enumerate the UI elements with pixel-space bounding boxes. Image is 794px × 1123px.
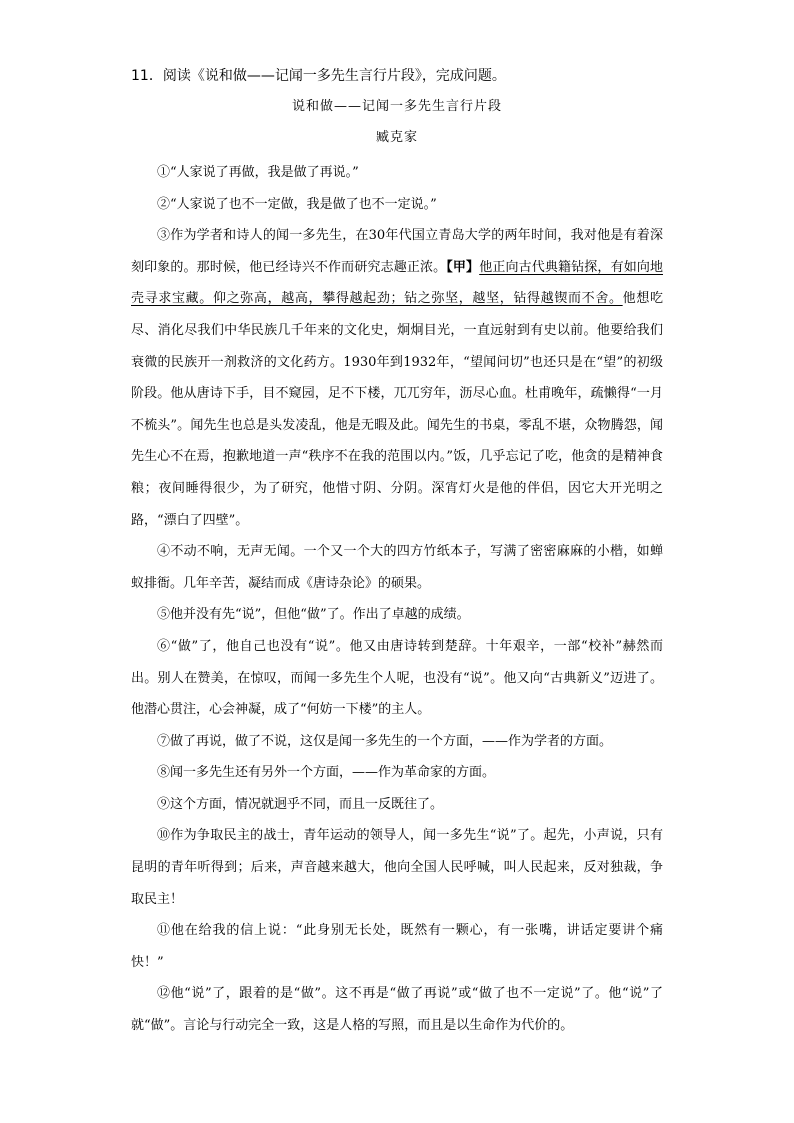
paragraph-7: ⑦做了再说，做了不说，这仅是闻一多先生的一个方面，——作为学者的方面。 <box>157 733 613 749</box>
question-prompt: 11．阅读《说和做——记闻一多先生言行片段》，完成问题。 <box>131 68 506 84</box>
paragraph-12: ⑫他“说”了，跟着的是“做”。这不再是“做了再说”或“做了也不一定说”了。他“说”了就“做”。言论与行动完全一致，这是人格的写照，而且是以生命作为代价的。 <box>131 986 663 1034</box>
paragraph-1: ①“人家说了再做，我是做了再说。” <box>157 165 359 180</box>
paragraph-10: ⑩作为争取民主的战士，青年运动的领导人，闻一多先生“说”了。起先，小声说，只有昆明的青年听得到；后来，声音越来越大，他向全国人民呼喊，叫人民起来，反对独裁，争取民主！ <box>131 828 663 907</box>
marker-jia: 【甲】 <box>446 259 480 275</box>
paragraph-5: ⑤他并没有先“说”，但他“做”了。作出了卓越的成绩。 <box>157 607 470 623</box>
paragraph-11: ⑪他在给我的信上说：“此身别无长处，既然有一颗心，有一张嘴，讲话定要讲个痛快！” <box>131 923 663 970</box>
paragraph-4: ④不动不响，无声无闻。一个又一个大的四方竹纸本子，写满了密密麻麻的小楷，如蝉蚁排衙。几年辛苦，凝结而成《唐诗杂论》的硕果。 <box>131 544 663 591</box>
article-title: 说和做——记闻一多先生言行片段 <box>291 99 502 114</box>
article-body <box>131 157 663 1042</box>
paragraph-3 <box>131 220 663 536</box>
article-author: 臧克家 <box>375 130 418 145</box>
paragraph-9: ⑨这个方面，情况就迥乎不同，而且一反既往了。 <box>157 796 444 812</box>
underlined-sentence-jia: 他正向古代典籍钻探，有如向地壳寻求宝藏。仰之弥高，越高，攀得越起劲；钻之弥坚，越坚，钻得越锲而不舍。 <box>131 259 663 307</box>
paragraph-3-opening: ③作为学者和诗人的闻一多先生，在30年代国立青岛大学的两年时间，我对他是有着深刻印象的。那时候，他已经诗兴不作而研究志趣正浓。 <box>131 228 663 275</box>
paragraph-6: ⑥“做”了，他自己也没有“说”。他又由唐诗转到楚辞。十年艰辛，一部“校补”赫然而出。别人在赞美，在惊叹，而闻一多先生个人呢，也没有“说”。他又向“古典新义”迈进了。他潜心贯注，心会神凝，成了“何妨一下楼”的主人。 <box>131 638 663 718</box>
paragraph-8: ⑧闻一多先生还有另外一个方面，——作为革命家的方面。 <box>157 765 496 781</box>
paragraph-2: ②“人家说了也不一定做，我是做了也不一定说。” <box>157 196 437 212</box>
paragraph-3-rest: 他想吃尽、消化尽我们中华民族几千年来的文化史，炯炯目光，一直远射到有史以前。他要给我们衰微的民族开一剂救济的文化药方。1930年到1932年，“望闻问切”也还只是在“望”的初级阶段。他从唐诗下手，目不窥园，足不下楼，兀兀穷年，沥尽心血。杜甫晚年，疏懒得“一月不梳头”。闻先生也总是头发凌乱，他是无暇及此。闻先生的书桌，零乱不堪，众物腾怨，闻先生心不在焉，抱歉地道一声“秩序不在我的范围以内。”饭，几乎忘记了吃，他贪的是精神食粮；夜间睡得很少，为了研究，他惜寸阴、分阴。深宵灯火是他的伴侣，因它大开光明之路，“漂白了四壁”。 <box>131 291 663 528</box>
